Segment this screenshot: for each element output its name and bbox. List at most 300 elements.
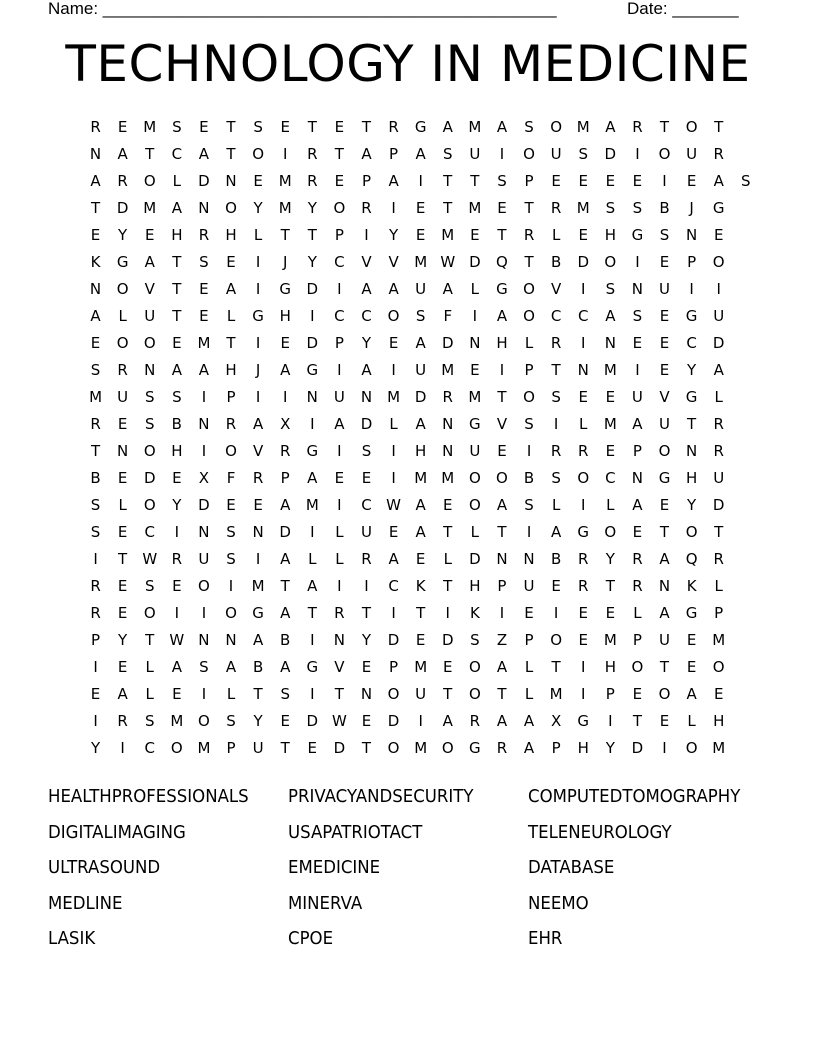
grid-letter: I	[364, 226, 369, 244]
grid-letter: R	[90, 118, 101, 136]
grid-letter: E	[117, 577, 128, 595]
grid-row	[82, 357, 742, 384]
grid-letter: I	[418, 712, 423, 730]
grid-row	[82, 654, 742, 681]
grid-letter: A	[198, 145, 210, 163]
grid-row	[82, 546, 742, 573]
grid-letter: E	[334, 172, 345, 190]
grid-letter: A	[225, 658, 237, 676]
grid-letter: E	[334, 469, 345, 487]
grid-letter: M	[603, 631, 617, 649]
grid-letter: G	[306, 658, 319, 676]
grid-letter: O	[116, 334, 129, 352]
grid-letter: C	[577, 307, 589, 325]
grid-letter: N	[333, 631, 345, 649]
grid-letter: B	[90, 469, 101, 487]
grid-letter: O	[143, 334, 156, 352]
grid-letter: P	[497, 577, 507, 595]
grid-letter: V	[496, 415, 508, 433]
grid-letter: L	[172, 172, 181, 190]
grid-letter: C	[361, 307, 372, 325]
grid-letter: I	[337, 577, 342, 595]
grid-letter: S	[632, 199, 643, 217]
grid-letter: O	[468, 496, 481, 514]
grid-letter: M	[278, 172, 292, 190]
grid-letter: G	[469, 739, 481, 757]
grid-letter: I	[337, 442, 342, 460]
grid-letter: M	[143, 199, 157, 217]
grid-letter: S	[172, 388, 182, 406]
grid-letter: P	[389, 145, 399, 163]
word-bank-item: DIGITALIMAGING	[48, 821, 186, 843]
grid-letter: I	[174, 523, 180, 541]
grid-letter: N	[360, 388, 373, 406]
grid-letter: I	[93, 712, 98, 730]
grid-letter: I	[635, 253, 640, 271]
name-field: Name: ________________________________________________	[48, 0, 557, 18]
grid-letter: Y	[307, 199, 317, 217]
grid-letter: W	[386, 496, 401, 514]
grid-letter: C	[388, 577, 399, 595]
grid-letter: E	[605, 442, 616, 460]
grid-letter: B	[659, 199, 670, 217]
grid-letter: R	[90, 415, 101, 433]
grid-letter: O	[523, 145, 535, 163]
grid-letter: E	[172, 685, 182, 703]
grid-letter: A	[523, 739, 535, 757]
grid-letter: T	[443, 577, 453, 595]
grid-letter: M	[89, 388, 103, 406]
word-bank-item: NEEMO	[528, 892, 589, 914]
grid-letter: A	[361, 280, 372, 298]
grid-letter: I	[581, 280, 586, 298]
grid-letter: I	[282, 145, 288, 163]
grid-letter: I	[255, 550, 261, 568]
grid-letter: T	[145, 631, 155, 649]
grid-row	[82, 519, 742, 546]
grid-letter: C	[605, 469, 616, 487]
grid-letter: R	[307, 145, 318, 163]
grid-letter: I	[228, 577, 234, 595]
grid-letter: Y	[687, 496, 697, 514]
grid-letter: G	[685, 604, 698, 622]
grid-letter: D	[631, 739, 644, 757]
grid-letter: M	[143, 118, 157, 136]
grid-letter: U	[713, 307, 725, 325]
grid-row	[82, 411, 742, 438]
grid-letter: I	[499, 145, 505, 163]
grid-letter: O	[225, 604, 237, 622]
grid-letter: A	[605, 118, 616, 136]
grid-letter: L	[524, 685, 534, 703]
grid-letter: O	[523, 307, 535, 325]
grid-letter: A	[415, 415, 426, 433]
grid-letter: S	[443, 145, 453, 163]
grid-letter: T	[226, 145, 236, 163]
grid-letter: E	[253, 496, 263, 514]
grid-letter: H	[225, 226, 237, 244]
grid-letter: N	[577, 361, 589, 379]
grid-letter: U	[333, 388, 345, 406]
grid-letter: E	[415, 550, 426, 568]
grid-letter: H	[577, 739, 589, 757]
grid-letter: A	[713, 172, 724, 190]
grid-letter: S	[524, 415, 534, 433]
grid-letter: E	[686, 631, 697, 649]
grid-letter: Y	[118, 631, 128, 649]
grid-letter: S	[144, 415, 155, 433]
grid-letter: J	[689, 199, 694, 217]
grid-letter: L	[714, 577, 723, 595]
grid-letter: A	[632, 415, 643, 433]
grid-letter: D	[143, 469, 156, 487]
grid-letter: U	[469, 442, 481, 460]
grid-letter: R	[713, 415, 724, 433]
grid-letter: P	[632, 631, 642, 649]
grid-letter: S	[741, 172, 751, 190]
grid-letter: T	[90, 199, 101, 217]
grid-letter: T	[687, 415, 697, 433]
grid-letter: U	[550, 145, 562, 163]
grid-letter: N	[198, 631, 210, 649]
grid-letter: U	[144, 307, 156, 325]
grid-letter: S	[144, 712, 155, 730]
grid-letter: B	[550, 253, 562, 271]
grid-letter: C	[171, 145, 183, 163]
grid-letter: A	[252, 415, 264, 433]
grid-letter: E	[605, 388, 616, 406]
grid-letter: D	[198, 496, 210, 514]
grid-letter: R	[713, 442, 724, 460]
grid-letter: I	[635, 145, 640, 163]
word-bank-item: DATABASE	[528, 857, 615, 878]
grid-letter: A	[496, 307, 508, 325]
grid-letter: J	[255, 361, 261, 379]
grid-letter: A	[442, 712, 453, 730]
grid-letter: Y	[307, 253, 317, 271]
grid-letter: Y	[361, 631, 372, 649]
grid-letter: G	[577, 712, 590, 730]
grid-letter: L	[470, 523, 480, 541]
grid-letter: Y	[172, 496, 182, 514]
grid-letter: M	[414, 253, 428, 271]
grid-letter: M	[468, 199, 482, 217]
grid-letter: H	[713, 712, 725, 730]
grid-letter: F	[443, 307, 453, 325]
grid-letter: P	[280, 469, 290, 487]
grid-letter: B	[523, 469, 535, 487]
grid-letter: A	[659, 550, 670, 568]
grid-letter: E	[199, 307, 209, 325]
grid-letter: T	[253, 685, 263, 703]
grid-letter: E	[443, 658, 453, 676]
grid-letter: O	[198, 577, 210, 595]
grid-letter: T	[280, 739, 290, 757]
grid-letter: G	[685, 307, 698, 325]
grid-letter: D	[712, 496, 725, 514]
grid-letter: A	[659, 604, 670, 622]
grid-letter: L	[335, 550, 344, 568]
grid-letter: P	[605, 685, 615, 703]
grid-letter: B	[550, 550, 562, 568]
grid-letter: I	[391, 442, 396, 460]
grid-letter: E	[632, 172, 643, 190]
grid-letter: T	[524, 199, 534, 217]
grid-letter: O	[441, 739, 454, 757]
grid-letter: P	[334, 334, 344, 352]
grid-letter: A	[280, 604, 291, 622]
grid-letter: X	[280, 415, 291, 433]
grid-letter: T	[714, 523, 724, 541]
grid-letter: U	[686, 145, 698, 163]
grid-letter: L	[308, 550, 317, 568]
grid-letter: A	[90, 172, 101, 190]
grid-letter: D	[279, 523, 291, 541]
grid-letter: E	[90, 334, 101, 352]
grid-letter: I	[581, 658, 586, 676]
grid-letter: D	[333, 739, 346, 757]
grid-letter: I	[418, 172, 423, 190]
grid-letter: I	[255, 388, 261, 406]
grid-letter: S	[659, 226, 670, 244]
grid-letter: M	[414, 739, 428, 757]
grid-letter: O	[712, 658, 725, 676]
word-bank-item: EMEDICINE	[288, 857, 381, 878]
grid-letter: A	[442, 118, 453, 136]
grid-letter: E	[280, 118, 290, 136]
grid-letter: V	[252, 442, 264, 460]
grid-letter: T	[524, 253, 534, 271]
grid-letter: E	[632, 523, 643, 541]
grid-letter: A	[415, 523, 426, 541]
grid-letter: I	[553, 604, 559, 622]
word-bank-item: COMPUTEDTOMOGRAPHY	[528, 786, 741, 807]
grid-letter: P	[226, 739, 236, 757]
grid-letter: S	[470, 631, 480, 649]
grid-letter: T	[307, 604, 317, 622]
grid-row	[82, 141, 742, 168]
grid-letter: A	[361, 361, 372, 379]
grid-letter: E	[632, 685, 643, 703]
grid-letter: Y	[118, 226, 128, 244]
word-bank-item: LASIK	[48, 928, 96, 949]
grid-letter: O	[685, 739, 698, 757]
grid-letter: O	[523, 280, 535, 298]
grid-letter: P	[551, 739, 561, 757]
grid-letter: A	[388, 172, 399, 190]
grid-letter: R	[90, 604, 101, 622]
grid-letter: V	[659, 388, 670, 406]
grid-letter: S	[551, 469, 561, 487]
grid-letter: I	[553, 415, 559, 433]
grid-letter: S	[144, 388, 155, 406]
grid-letter: E	[415, 199, 426, 217]
grid-letter: I	[174, 604, 180, 622]
grid-letter: R	[578, 442, 589, 460]
grid-letter: M	[576, 199, 590, 217]
grid-letter: N	[198, 415, 210, 433]
grid-letter: D	[306, 334, 319, 352]
grid-letter: I	[120, 739, 125, 757]
grid-letter: G	[116, 253, 129, 271]
grid-letter: U	[415, 361, 427, 379]
word-bank-item: CPOE	[288, 928, 334, 949]
grid-letter: L	[389, 415, 398, 433]
date-field: Date: _______	[627, 0, 739, 18]
grid-letter: E	[470, 361, 480, 379]
grid-row	[82, 195, 742, 222]
grid-letter: O	[604, 253, 617, 271]
grid-letter: E	[199, 280, 209, 298]
grid-letter: E	[172, 334, 182, 352]
grid-letter: T	[90, 442, 101, 460]
grid-letter: I	[499, 361, 505, 379]
grid-letter: I	[310, 631, 315, 649]
grid-letter: A	[225, 280, 237, 298]
grid-letter: S	[199, 658, 209, 676]
grid-letter: M	[468, 388, 482, 406]
grid-letter: M	[278, 199, 292, 217]
grid-letter: I	[391, 199, 396, 217]
grid-letter: T	[443, 172, 453, 190]
grid-letter: S	[361, 442, 372, 460]
grid-letter: P	[632, 442, 642, 460]
grid-letter: E	[280, 712, 290, 730]
grid-letter: K	[686, 577, 697, 595]
grid-letter: C	[334, 307, 345, 325]
grid-letter: T	[361, 739, 372, 757]
grid-letter: O	[496, 469, 508, 487]
grid-letter: O	[712, 253, 725, 271]
grid-letter: R	[578, 550, 589, 568]
grid-letter: S	[90, 523, 101, 541]
grid-letter: U	[713, 469, 725, 487]
grid-letter: L	[524, 334, 534, 352]
grid-letter: I	[337, 361, 342, 379]
grid-letter: G	[658, 469, 671, 487]
grid-letter: S	[226, 523, 236, 541]
grid-letter: I	[581, 685, 586, 703]
grid-letter: I	[391, 469, 396, 487]
grid-letter: D	[360, 415, 373, 433]
grid-letter: L	[687, 712, 696, 730]
grid-letter: M	[441, 361, 455, 379]
grid-letter: E	[524, 604, 534, 622]
grid-letter: L	[145, 685, 154, 703]
grid-letter: M	[387, 388, 401, 406]
grid-letter: M	[197, 739, 211, 757]
grid-letter: O	[685, 523, 698, 541]
grid-letter: I	[201, 604, 207, 622]
grid-row	[82, 330, 742, 357]
grid-letter: E	[578, 631, 588, 649]
grid-letter: O	[550, 118, 563, 136]
grid-letter: W	[169, 631, 185, 649]
word-bank	[48, 779, 788, 957]
grid-letter: I	[635, 361, 640, 379]
grid-letter: L	[335, 523, 344, 541]
grid-letter: E	[497, 199, 507, 217]
grid-letter: T	[443, 523, 453, 541]
grid-letter: A	[280, 550, 291, 568]
grid-letter: N	[523, 550, 535, 568]
grid-letter: N	[252, 523, 264, 541]
grid-letter: E	[686, 658, 697, 676]
grid-letter: E	[659, 712, 670, 730]
grid-letter: A	[415, 334, 426, 352]
grid-letter: R	[225, 415, 237, 433]
grid-letter: N	[685, 226, 698, 244]
grid-letter: U	[631, 388, 643, 406]
grid-letter: E	[144, 226, 155, 244]
grid-letter: O	[631, 658, 644, 676]
word-bank-item: TELENEUROLOGY	[528, 821, 672, 843]
grid-letter: P	[226, 388, 236, 406]
grid-letter: O	[468, 469, 481, 487]
grid-letter: N	[604, 334, 616, 352]
grid-letter: M	[712, 631, 726, 649]
grid-letter: Y	[253, 199, 263, 217]
grid-letter: D	[712, 334, 725, 352]
grid-row	[82, 114, 742, 141]
grid-letter: P	[714, 604, 724, 622]
grid-letter: G	[279, 280, 292, 298]
grid-letter: H	[171, 226, 183, 244]
grid-letter: S	[415, 307, 426, 325]
grid-letter: E	[90, 226, 101, 244]
grid-letter: A	[117, 145, 128, 163]
grid-letter: T	[172, 307, 182, 325]
grid-letter: O	[658, 145, 671, 163]
grid-letter: G	[712, 199, 725, 217]
grid-letter: A	[307, 577, 318, 595]
grid-letter: E	[659, 307, 670, 325]
grid-letter: A	[171, 658, 182, 676]
grid-letter: G	[414, 118, 427, 136]
grid-letter: R	[279, 442, 291, 460]
grid-letter: U	[659, 415, 670, 433]
grid-letter: C	[361, 496, 372, 514]
grid-letter: R	[550, 199, 562, 217]
grid-letter: I	[472, 307, 478, 325]
grid-letter: R	[550, 334, 562, 352]
grid-letter: I	[716, 280, 721, 298]
grid-letter: R	[90, 577, 101, 595]
grid-letter: S	[280, 685, 290, 703]
grid-letter: A	[551, 523, 562, 541]
grid-letter: T	[714, 118, 724, 136]
word-bank-item: HEALTHPROFESSIONALS	[48, 786, 249, 807]
grid-letter: L	[118, 307, 127, 325]
word-bank-item: PRIVACYANDSECURITY	[288, 786, 474, 807]
grid-row	[82, 681, 742, 708]
grid-letter: S	[172, 118, 182, 136]
grid-letter: I	[391, 361, 396, 379]
grid-letter: Y	[687, 361, 697, 379]
grid-letter: G	[252, 604, 264, 622]
grid-letter: E	[578, 226, 588, 244]
grid-letter: G	[685, 388, 698, 406]
grid-letter: N	[225, 631, 237, 649]
grid-letter: E	[388, 523, 399, 541]
grid-letter: T	[361, 604, 372, 622]
grid-letter: A	[144, 253, 155, 271]
grid-letter: E	[307, 739, 318, 757]
grid-letter: R	[388, 118, 399, 136]
grid-row	[82, 465, 742, 492]
grid-letter: E	[578, 604, 588, 622]
grid-letter: A	[171, 361, 182, 379]
